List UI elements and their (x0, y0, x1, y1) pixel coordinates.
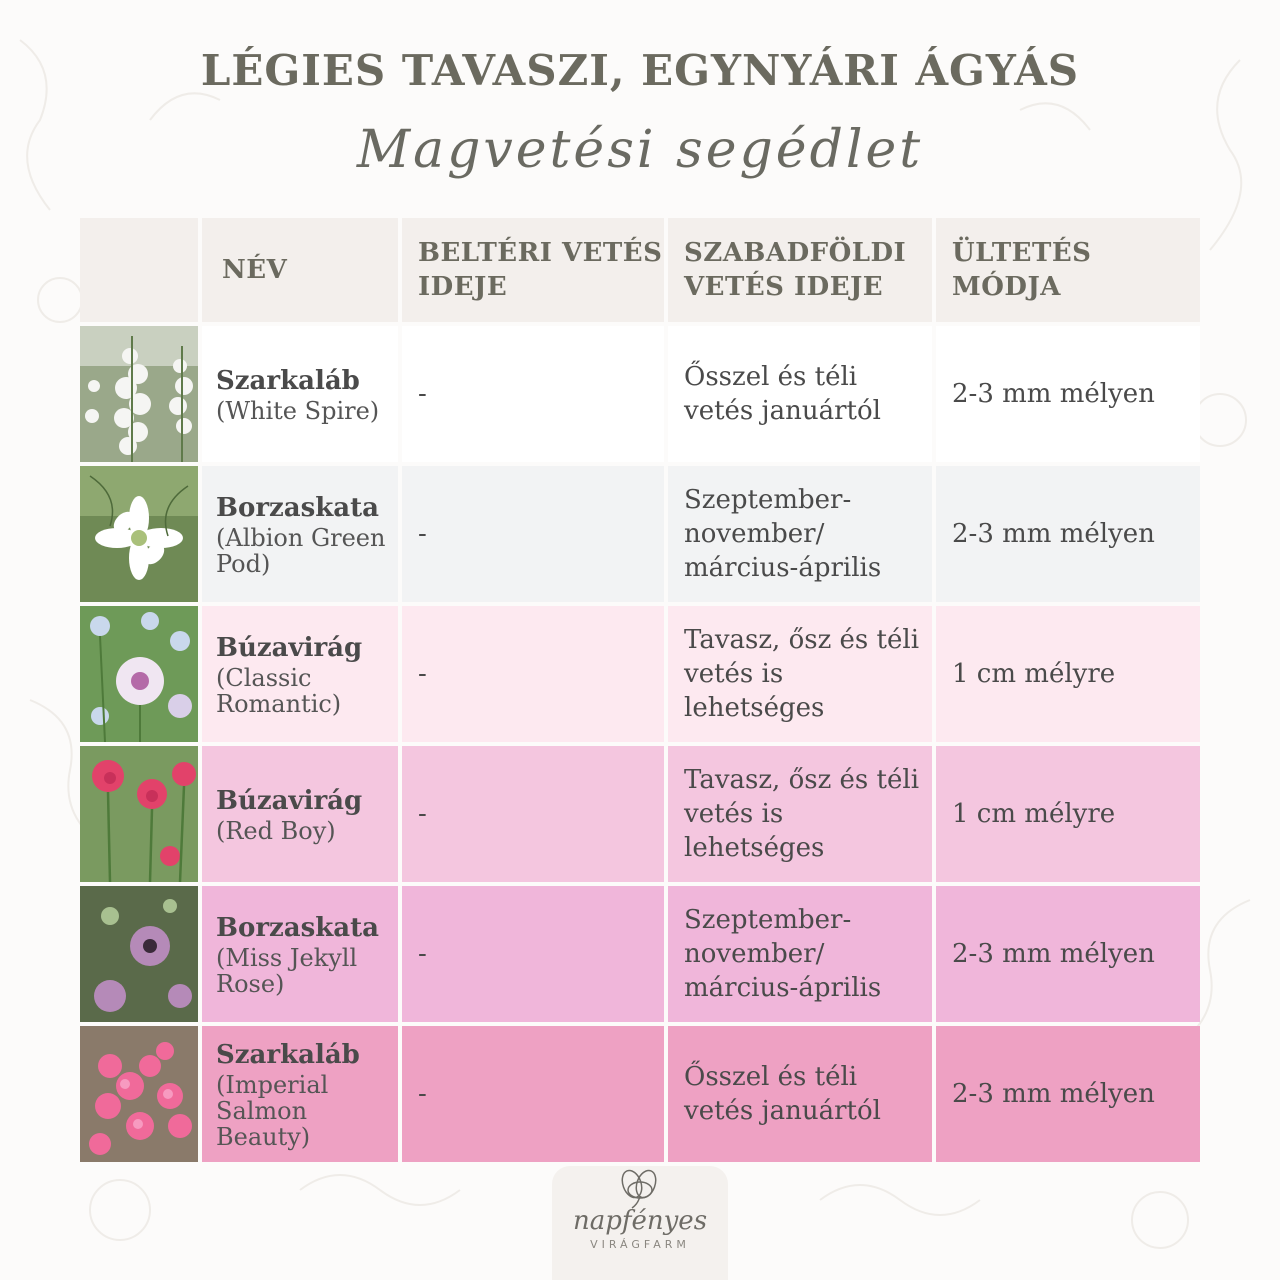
page-subtitle: Magvetési segédlet (356, 120, 924, 180)
flower-logo-icon (610, 1166, 670, 1210)
salmon-larkspur-photo (80, 1026, 198, 1162)
outdoor-cell: Tavasz, ősz és téli vetés is lehetséges (668, 606, 932, 742)
plant-name: Szarkaláb (216, 1040, 360, 1070)
header-name: NÉV (202, 218, 398, 322)
method-cell: 2-3 mm mélyen (936, 326, 1200, 462)
method-cell: 2-3 mm mélyen (936, 1026, 1200, 1162)
plant-name: Borzaskata (216, 493, 379, 523)
header-indoor: BELTÉRI VETÉS IDEJE (402, 218, 664, 322)
indoor-cell: - (402, 606, 664, 742)
pale-cornflower-photo (80, 606, 198, 742)
plant-name: Borzaskata (216, 913, 379, 943)
outdoor-cell: Ősszel és téli vetés januártól (668, 1026, 932, 1162)
plant-variety: (Red Boy) (216, 817, 336, 845)
pink-nigella-photo (80, 886, 198, 1022)
plant-variety: (Classic Romantic) (216, 664, 342, 718)
method-cell: 2-3 mm mélyen (936, 886, 1200, 1022)
seeding-table (80, 218, 1200, 1154)
plant-variety: (White Spire) (216, 397, 380, 425)
red-cornflower-photo (80, 746, 198, 882)
plant-name: Szarkaláb (216, 366, 360, 396)
method-cell: 1 cm mélyre (936, 746, 1200, 882)
plant-name: Búzavirág (216, 786, 363, 816)
indoor-cell: - (402, 886, 664, 1022)
plant-variety: (Miss Jekyll Rose) (216, 944, 358, 998)
method-cell: 2-3 mm mélyen (936, 466, 1200, 602)
header-method: ÜLTETÉS MÓDJA (936, 218, 1200, 322)
table-row-name (202, 606, 398, 742)
white-nigella-photo (80, 466, 198, 602)
outdoor-cell: Tavasz, ősz és téli vetés is lehetséges (668, 746, 932, 882)
header-outdoor: SZABADFÖLDI VETÉS IDEJE (668, 218, 932, 322)
logo-subtitle: VIRÁGFARM (590, 1238, 690, 1251)
indoor-cell: - (402, 326, 664, 462)
header-photo-cell (80, 218, 198, 322)
table-row-name (202, 1026, 398, 1162)
table-row-name (202, 326, 398, 462)
indoor-cell: - (402, 466, 664, 602)
logo-script-text: napfényes (572, 1206, 708, 1236)
plant-variety: (Albion Green Pod) (216, 524, 386, 578)
plant-name: Búzavirág (216, 633, 363, 663)
plant-variety: (Imperial Salmon Beauty) (216, 1071, 329, 1151)
outdoor-cell: Ősszel és téli vetés januártól (668, 326, 932, 462)
table-row-name (202, 746, 398, 882)
table-row-name (202, 886, 398, 1022)
brand-logo (552, 1166, 728, 1280)
method-cell: 1 cm mélyre (936, 606, 1200, 742)
indoor-cell: - (402, 746, 664, 882)
outdoor-cell: Szeptember-november/ március-április (668, 886, 932, 1022)
page-title: LÉGIES TAVASZI, EGYNYÁRI ÁGYÁS (200, 46, 1080, 95)
outdoor-cell: Szeptember-november/ március-április (668, 466, 932, 602)
table-row-name (202, 466, 398, 602)
white-larkspur-photo (80, 326, 198, 462)
indoor-cell: - (402, 1026, 664, 1162)
